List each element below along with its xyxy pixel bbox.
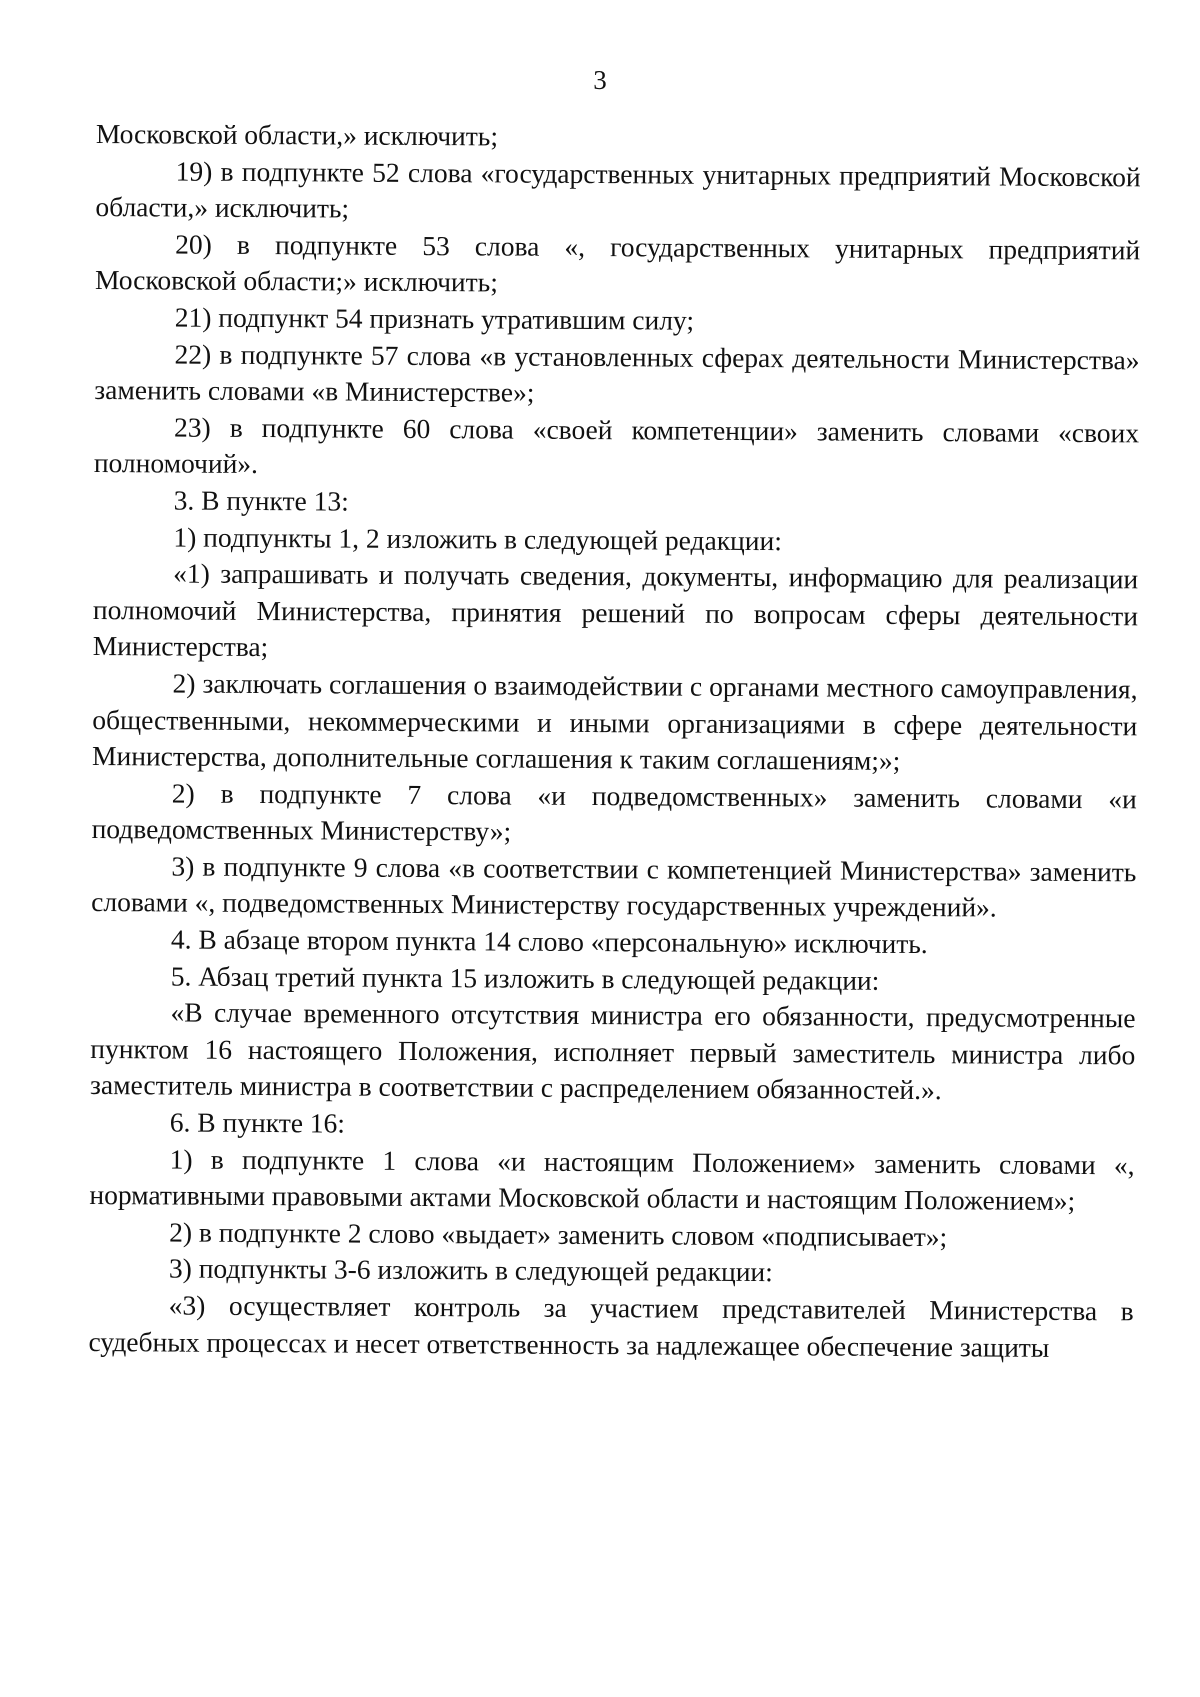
paragraph-continuation: Московской области,» исключить; (95, 117, 499, 152)
paragraph-section-4: 4. В абзаце втором пункта 14 слово «персональную» исключить. (170, 923, 928, 960)
paragraph-item-19: 19) в подпункте 52 слова «государственных унитарных предприятий Московской области,» исключить; (95, 155, 1141, 224)
paragraph-item-20: 20) в подпункте 53 слова «, государственных унитарных предприятий Московской области;» исключить; (94, 228, 1141, 298)
paragraph-section-3: 3. В пункте 13: (173, 484, 349, 517)
paragraph-quote-section-5: «В случае временного отсутствия министра его обязанности, предусмотренные пунктом 16 настоящего Положения, исполняет первый заместитель министра либо заместитель министра в соответствии с распределением обязанностей.». (89, 996, 1136, 1106)
paragraph-section-6: 6. В пункте 16: (169, 1106, 346, 1139)
paragraph-section-3-item-1: 1) подпункты 1, 2 изложить в следующей редакции: (173, 521, 783, 556)
paragraph-quote-item-1: «1) запрашивать и получать сведения, документы, информацию для реализации полномочий Министерства, принятия решений по вопросам сферы деятельности Министерства; (92, 557, 1139, 663)
page-number: 3 (593, 65, 607, 95)
paragraph-section-5: 5. Абзац третий пункта 15 изложить в следующей редакции: (170, 960, 880, 996)
paragraph-section-6-item-1: 1) в подпункте 1 слова «и настоящим Положением» заменить словами «, нормативными правовыми актами Московской области и настоящим Положением»; (89, 1143, 1135, 1217)
paragraph-item-22: 22) в подпункте 57 слова «в установленных сферах деятельности Министерства» заменить словами «в Министерстве»; (94, 338, 1140, 408)
paragraph-item-21: 21) подпункт 54 признать утратившим силу; (174, 301, 695, 336)
paragraph-quote-item-3: «3) осуществляет контроль за участием представителей Министерства в судебных процессах и несет ответственность за надлежащее обеспечение защиты (88, 1289, 1134, 1363)
document-body (88, 116, 1141, 1367)
paragraph-section-3-item-2: 2) в подпункте 7 слова «и подведомственных» заменить словами «и подведомственных Министерству»; (91, 777, 1137, 847)
paragraph-section-3-item-3: 3) в подпункте 9 слова «в соответствии с компетенцией Министерства» заменить словами «, подведомственных Министерству государственных учреждений». (91, 850, 1137, 923)
paragraph-section-6-item-3: 3) подпункты 3-6 изложить в следующей редакции: (168, 1252, 773, 1288)
paragraph-item-23: 23) в подпункте 60 слова «своей компетенции» заменить словами «своих полномочий». (93, 411, 1140, 480)
paragraph-section-6-item-2: 2) в подпункте 2 слово «выдает» заменить словом «подписывает»; (169, 1216, 948, 1253)
paragraph-quote-item-2: 2) заключать соглашения о взаимодействии с органами местного самоуправления, общественными, некоммерческими и иными организациями в сфере деятельности Министерства, дополнительные соглашения к таким соглашениям;»; (91, 667, 1138, 777)
